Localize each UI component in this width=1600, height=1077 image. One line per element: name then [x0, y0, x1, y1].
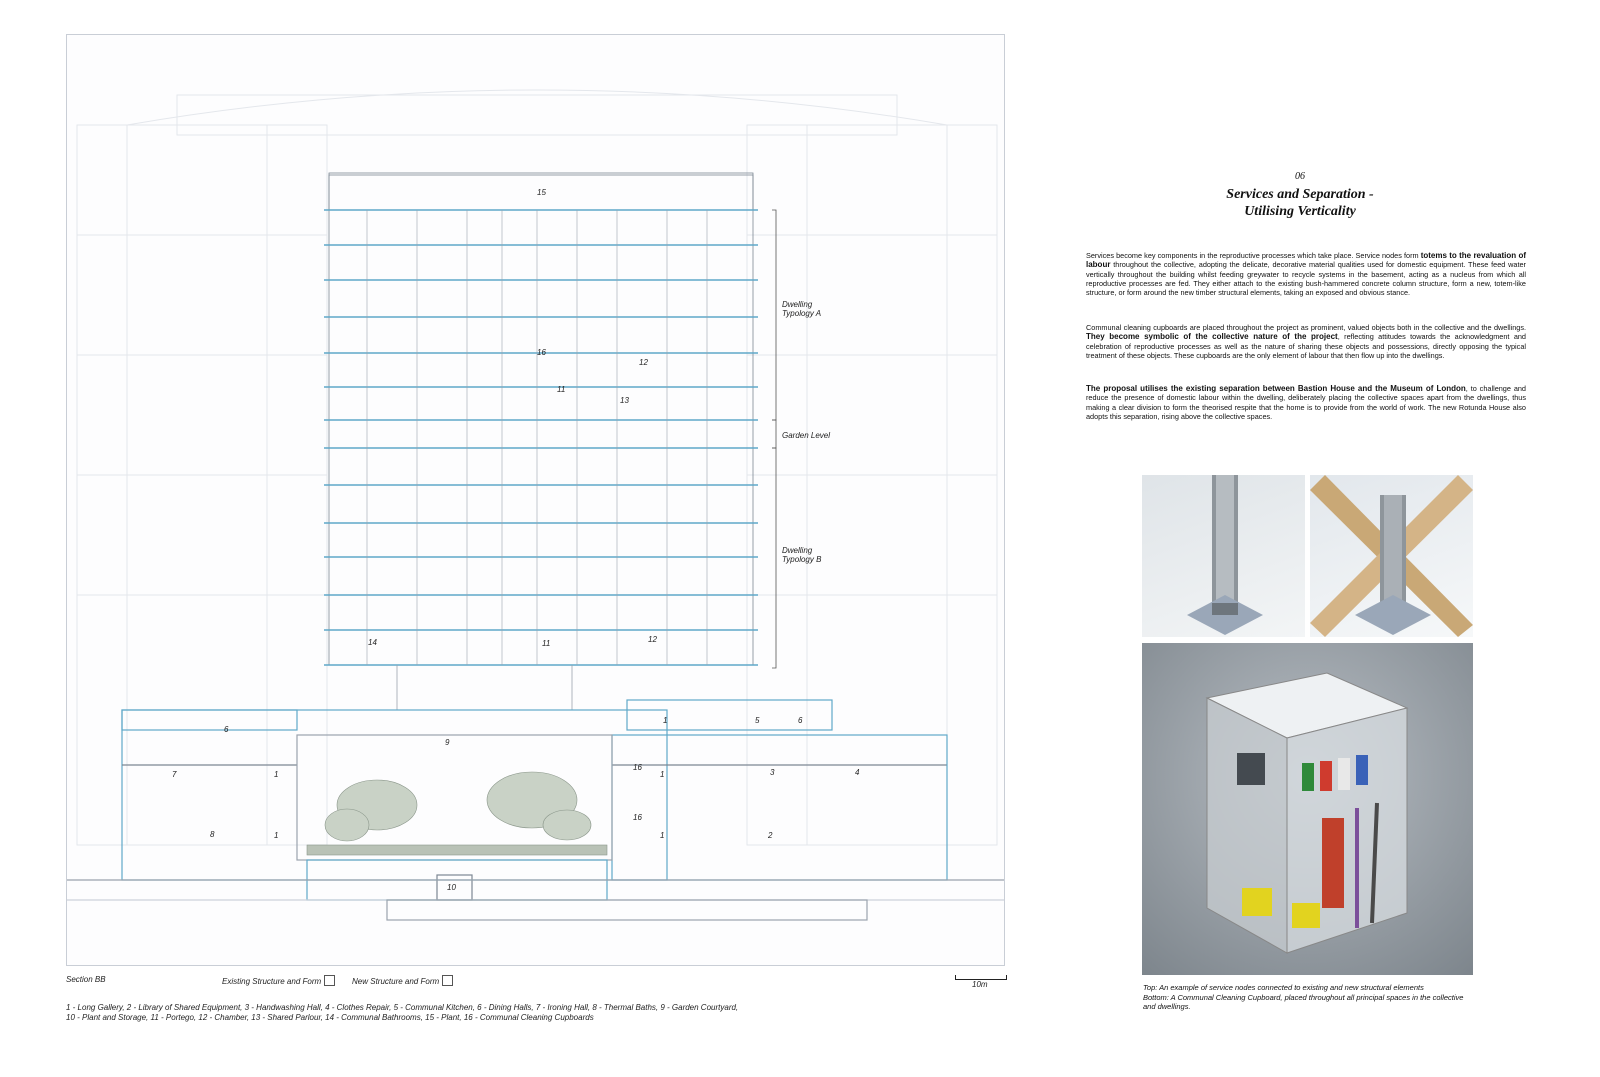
- p3-text-b: , to challenge and reduce the presence of domestic labour within the dwelling, deliberately placing the collective spaces apart from the dwellings, thus making a clear division to form the theorised respite that the home is to provide from the world of work. The new Rotunda House also adopts this separation, rising above the collective spaces.: [1086, 384, 1526, 421]
- render-caption-top: Top: An example of service nodes connected to existing and new structural elements: [1143, 983, 1424, 992]
- tower-section: [324, 173, 758, 710]
- room-key-line-1: 1 - Long Gallery, 2 - Library of Shared Equipment, 3 - Handwashing Hall, 4 - Clothes Repair, 5 - Communal Kitchen, 6 - Dining Halls, 7 - Ironing Hall, 8 - Thermal Baths, 9 - Garden Courtyard,: [66, 1003, 739, 1012]
- legend-new-swatch: [442, 975, 453, 986]
- room-key: [66, 1003, 786, 1023]
- room-number-16: 16: [633, 763, 642, 772]
- render-caption-bottom: Bottom: A Communal Cleaning Cupboard, placed throughout all principal spaces in the collective and dwellings.: [1143, 992, 1464, 1011]
- room-key-line-2: 10 - Plant and Storage, 11 - Portego, 12 - Chamber, 13 - Shared Parlour, 14 - Communal Bathrooms, 15 - Plant, 16 - Communal Cleaning Cupboards: [66, 1013, 594, 1022]
- zone-label-typology-b-1: Dwelling: [782, 546, 813, 555]
- legend-new-label: New Structure and Form: [352, 977, 440, 986]
- paragraph-2: [1086, 323, 1526, 360]
- room-number-15: 15: [537, 188, 546, 197]
- service-node-render-existing: [1142, 475, 1305, 637]
- garden-courtyard-planting: [307, 772, 607, 855]
- tower-outline: [329, 173, 753, 665]
- room-number-9: 9: [445, 738, 450, 747]
- cleaning-cupboard-render: [1142, 643, 1473, 975]
- p1-bold: totems to the revaluation of labour: [1086, 251, 1526, 270]
- section-number: 06: [1295, 171, 1305, 182]
- render-caption: [1143, 983, 1473, 1012]
- room-number-1: 1: [660, 831, 665, 840]
- room-number-14: 14: [368, 638, 377, 647]
- zone-label-typology-a-1: Dwelling: [782, 300, 813, 309]
- service-node-timber-illustration: [1310, 475, 1473, 637]
- room-number-2: 2: [768, 831, 773, 840]
- zone-label-typology-a-2: Typology A: [782, 309, 822, 318]
- room-number-1: 1: [274, 831, 279, 840]
- p3-bold: The proposal utilises the existing separation between Bastion House and the Museum of London: [1086, 384, 1466, 393]
- room-number-12: 12: [639, 358, 648, 367]
- p1-text-a: Services become key components in the reproductive processes which take place. Service nodes form: [1086, 251, 1421, 260]
- scale-label: 10m: [972, 980, 988, 989]
- room-number-16: 16: [537, 348, 546, 357]
- legend-existing: [222, 975, 335, 986]
- legend-existing-swatch: [324, 975, 335, 986]
- room-number-11: 11: [542, 639, 551, 648]
- building-section-diagram: [67, 35, 1004, 965]
- zone-brackets: [772, 210, 776, 668]
- room-number-1: 1: [660, 770, 665, 779]
- room-number-7: 7: [172, 770, 177, 779]
- section-label: Section BB: [66, 975, 106, 984]
- service-node-existing-illustration: [1142, 475, 1305, 637]
- room-number-6: 6: [224, 725, 229, 734]
- room-number-3: 3: [770, 768, 775, 777]
- cleaning-cupboard-illustration: [1142, 643, 1473, 975]
- legend-existing-label: Existing Structure and Form: [222, 977, 322, 986]
- room-number-4: 4: [855, 768, 860, 777]
- room-number-8: 8: [210, 830, 215, 839]
- zone-label-garden: Garden Level: [782, 431, 831, 440]
- room-number-10: 10: [447, 883, 456, 892]
- room-number-11: 11: [557, 385, 566, 394]
- room-number-1: 1: [274, 770, 279, 779]
- room-number-12: 12: [648, 635, 657, 644]
- room-number-16: 16: [633, 813, 642, 822]
- p2-text-a: Communal cleaning cupboards are placed throughout the project as prominent, valued objects both in the collective and the dwellings.: [1086, 323, 1526, 332]
- legend-new: [352, 975, 453, 986]
- room-number-1: 1: [663, 716, 668, 725]
- room-number-13: 13: [620, 396, 629, 405]
- service-node-render-timber: [1310, 475, 1473, 637]
- zone-label-typology-b-2: Typology B: [782, 555, 822, 564]
- paragraph-3: [1086, 384, 1526, 421]
- page-title: [1150, 186, 1450, 220]
- room-number-5: 5: [755, 716, 760, 725]
- p2-text-b: , reflecting attitudes towards the acknowledgment and celebration of reproductive processes as well as the nature of sharing these objects and possessions, directly opposing the typical treatment of these objects. These cupboards are the only element of labour that then flow up into the dwellings.: [1086, 332, 1526, 360]
- page-title-line-1: Services and Separation -: [1226, 187, 1374, 202]
- p1-text-b: throughout the collective, adopting the delicate, decorative material qualities used for domestic equipment. These feed water vertically throughout the building whilst feeding greywater to recycle systems in the basement, acting as a nucleus from which all reproductive processes are fed. They either attach to the existing bush-hammered concrete column structure, form a new, totem-like structure, or form around the new timber structural elements, taking an exposed and obvious stance.: [1086, 260, 1526, 298]
- paragraph-1: [1086, 251, 1526, 297]
- room-number-6: 6: [798, 716, 803, 725]
- section-drawing-frame: [66, 34, 1005, 966]
- page-title-line-2: Utilising Verticality: [1244, 204, 1356, 219]
- p2-bold: They become symbolic of the collective nature of the project: [1086, 332, 1338, 342]
